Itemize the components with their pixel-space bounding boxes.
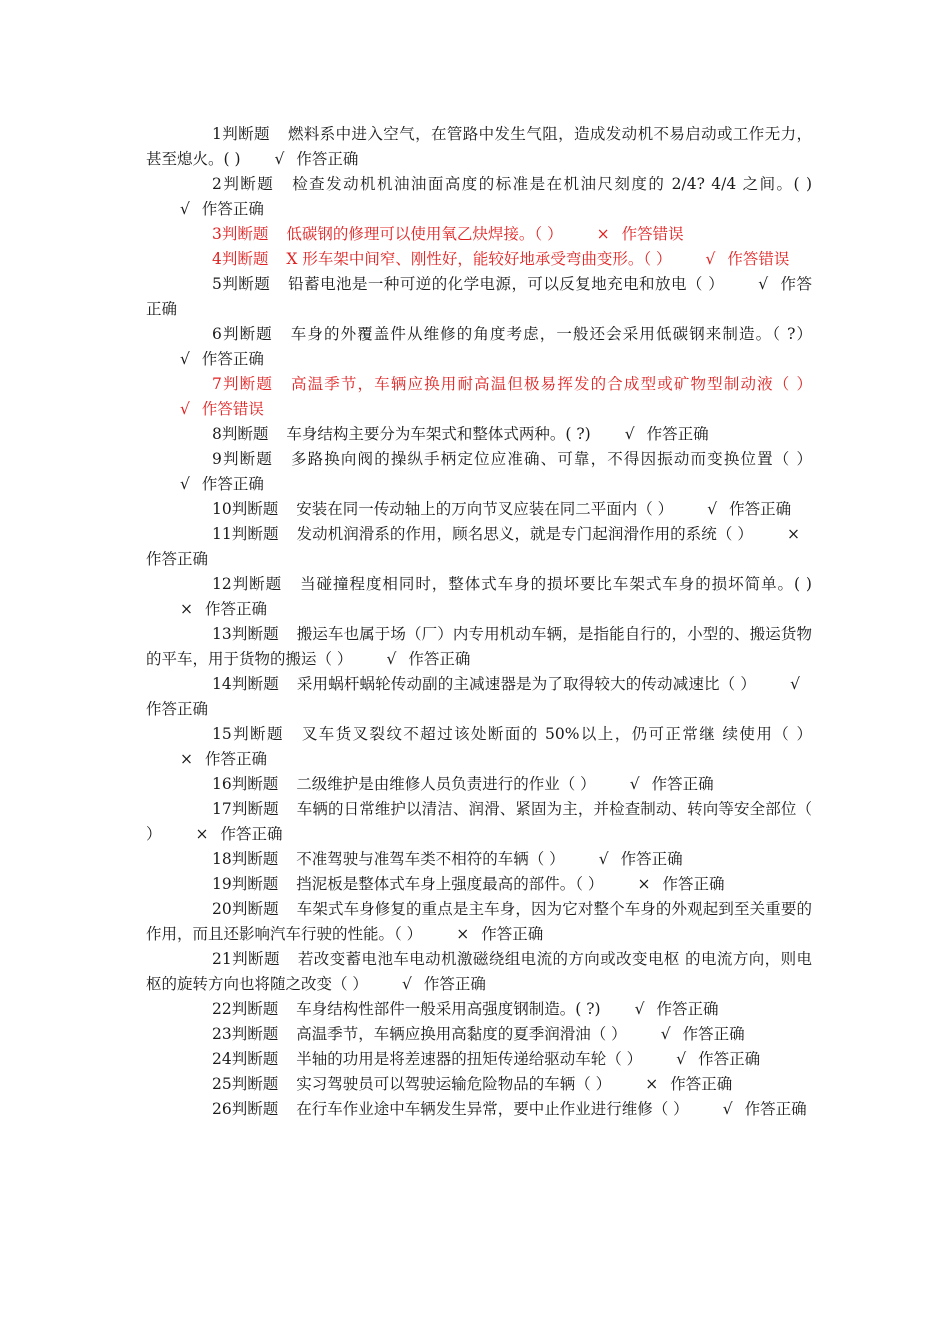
answer-result: 作答错误 (621, 225, 684, 243)
question-type: 判断题 (221, 450, 273, 468)
answer-mark: √ (634, 1000, 645, 1018)
answer-mark: × (787, 525, 800, 543)
question-type: 判断题 (231, 725, 284, 743)
question-item (146, 1022, 812, 1047)
question-item (146, 322, 812, 372)
question-item (146, 1047, 812, 1072)
question-text: 在行车作业途中车辆发生异常，要中止作业进行维修（ ） (296, 1100, 689, 1118)
question-item (146, 497, 812, 522)
answer-mark: √ (676, 1050, 687, 1068)
question-item (146, 372, 812, 422)
question-item (146, 772, 812, 797)
answer-mark: √ (598, 850, 609, 868)
question-item (146, 722, 812, 772)
answer-result: 作答正确 (146, 550, 209, 568)
question-number: 14 (212, 675, 232, 693)
question-text: 检查发动机机油油面高度的标准是在机油尺刻度的 2/4? 4/4 之间。( ) (292, 175, 812, 193)
question-type: 判断题 (231, 1000, 279, 1018)
question-text: 挡泥板是整体式车身上强度最高的部件。（ ） (296, 875, 604, 893)
question-text: 车辆的日常维护以清洁、润滑、紧固为主，并检查制动、转向等安全部位（ ） (146, 800, 812, 843)
answer-mark: √ (386, 650, 397, 668)
question-type: 判断题 (221, 425, 269, 443)
question-number: 16 (212, 775, 232, 793)
answer-mark: √ (274, 150, 285, 168)
question-number: 3 (212, 225, 222, 243)
question-text: 实习驾驶员可以驾驶运输危险物品的车辆（ ） (296, 1075, 612, 1093)
question-text: 若改变蓄电池车电动机激磁绕组电流的方向或改变电枢 的电流方向，则电枢的旋转方向也将随之改变（ ） (146, 950, 812, 993)
answer-mark: × (456, 925, 470, 943)
question-number: 11 (212, 525, 232, 543)
question-number: 21 (212, 950, 232, 968)
question-number: 24 (212, 1050, 232, 1068)
question-item (146, 447, 812, 497)
question-number: 13 (212, 625, 232, 643)
answer-result: 作答正确 (646, 425, 709, 443)
question-type: 判断题 (221, 125, 270, 143)
question-type: 判断题 (231, 675, 279, 693)
answer-result: 作答正确 (201, 350, 264, 368)
answer-result: 作答正确 (423, 975, 486, 993)
question-text: 燃料系中进入空气，在管路中发生气阻，造成发动机不易启动或工作无力，甚至熄火。( ) (146, 125, 812, 168)
question-type: 判断题 (231, 775, 279, 793)
question-item (146, 247, 812, 272)
answer-result: 作答正确 (205, 600, 268, 618)
question-type: 判断题 (231, 1025, 279, 1043)
answer-result: 作答正确 (201, 475, 264, 493)
answer-mark: √ (705, 250, 716, 268)
question-text: 当碰撞程度相同时，整体式车身的损坏要比车架式车身的损坏简单。( ) (300, 575, 812, 593)
question-number: 6 (212, 325, 222, 343)
answer-result: 作答正确 (651, 775, 714, 793)
question-number: 2 (212, 175, 222, 193)
answer-mark: × (180, 600, 193, 618)
question-text: 车身结构主要分为车架式和整体式两种。( ?) (286, 425, 591, 443)
question-text: 车身结构性部件一般采用高强度钢制造。( ?) (296, 1000, 601, 1018)
question-text: 铅蓄电池是一种可逆的化学电源，可以反复地充电和放电（ ） (288, 275, 725, 293)
question-item (146, 847, 812, 872)
question-item (146, 872, 812, 897)
question-text: 车身的外覆盖件从维修的角度考虑，一般还会采用低碳钢来制造。（ ?） (290, 325, 812, 343)
question-number: 23 (212, 1025, 232, 1043)
question-text: X 形车架中间窄、刚性好，能较好地承受弯曲变形。（ ） (286, 250, 672, 268)
question-item (146, 122, 812, 172)
question-number: 17 (212, 800, 232, 818)
question-number: 19 (212, 875, 232, 893)
answer-result: 作答正确 (146, 700, 209, 718)
question-number: 12 (212, 575, 232, 593)
question-item (146, 1097, 812, 1122)
question-text: 高温季节，车辆应换用高黏度的夏季润滑油（ ） (296, 1025, 627, 1043)
answer-mark: √ (180, 400, 190, 418)
question-item (146, 897, 812, 947)
question-number: 10 (212, 500, 232, 518)
question-item (146, 572, 812, 622)
answer-result: 作答正确 (205, 750, 268, 768)
question-item (146, 622, 812, 672)
answer-mark: √ (624, 425, 635, 443)
question-number: 7 (212, 375, 222, 393)
answer-result: 作答正确 (662, 875, 725, 893)
question-type: 判断题 (231, 950, 280, 968)
question-text: 二级维护是由维修人员负责进行的作业（ ） (296, 775, 596, 793)
answer-result: 作答错误 (201, 400, 264, 418)
answer-mark: × (645, 1075, 659, 1093)
question-type: 判断题 (231, 625, 279, 643)
answer-result: 作答正确 (408, 650, 471, 668)
question-number: 9 (212, 450, 222, 468)
answer-mark: × (180, 750, 193, 768)
answer-result: 作答正确 (481, 925, 544, 943)
answer-result: 作答正确 (670, 1075, 733, 1093)
question-type: 判断题 (221, 375, 273, 393)
question-text: 高温季节，车辆应换用耐高温但极易挥发的合成型或矿物型制动液（ ） (290, 375, 812, 393)
question-item (146, 797, 812, 847)
question-type: 判断题 (231, 500, 279, 518)
question-item (146, 947, 812, 997)
question-type: 判断题 (221, 250, 269, 268)
question-type: 判断题 (231, 525, 279, 543)
question-type: 判断题 (221, 325, 273, 343)
answer-result: 作答正确 (620, 850, 683, 868)
question-text: 低碳钢的修理可以使用氧乙炔焊接。（ ） (286, 225, 563, 243)
answer-result: 作答错误 (727, 250, 790, 268)
answer-result: 作答正确 (682, 1025, 745, 1043)
question-text: 叉车货叉裂纹不超过该处断面的 50%以上，仍可正常继 续使用（ ） (301, 725, 812, 743)
question-item (146, 222, 812, 247)
question-type: 判断题 (231, 1100, 279, 1118)
answer-result: 作答正确 (146, 275, 812, 318)
question-text: 车架式车身修复的重点是主车身，因为它对整个车身的外观起到至关重要的作用，而且还影响汽车行驶的性能。（ ） (146, 900, 812, 943)
question-type: 判断题 (231, 900, 279, 918)
question-type: 判断题 (231, 850, 279, 868)
answer-result: 作答正确 (201, 200, 264, 218)
question-text: 不准驾驶与准驾车类不相符的车辆（ ） (296, 850, 565, 868)
question-text: 多路换向阀的操纵手柄定位应准确、可靠，不得因振动而变换位置（ ） (290, 450, 812, 468)
answer-mark: √ (180, 200, 190, 218)
answer-mark: √ (722, 1100, 733, 1118)
answer-mark: √ (180, 475, 190, 493)
answer-mark: √ (401, 975, 412, 993)
question-text: 发动机润滑系的作用，顾名思义，就是专门起润滑作用的系统（ ） (296, 525, 753, 543)
question-number: 8 (212, 425, 222, 443)
question-number: 20 (212, 900, 232, 918)
answer-mark: × (195, 825, 209, 843)
question-number: 5 (212, 275, 222, 293)
answer-mark: √ (758, 275, 769, 293)
question-type: 判断题 (221, 275, 271, 293)
question-item (146, 422, 812, 447)
question-number: 26 (212, 1100, 232, 1118)
answer-result: 作答正确 (296, 150, 359, 168)
answer-result: 作答正确 (744, 1100, 807, 1118)
question-number: 4 (212, 250, 222, 268)
document-page (146, 122, 812, 1122)
question-item (146, 997, 812, 1022)
question-type: 判断题 (231, 875, 279, 893)
answer-mark: √ (629, 775, 640, 793)
answer-result: 作答正确 (698, 1050, 761, 1068)
question-number: 18 (212, 850, 232, 868)
answer-mark: √ (707, 500, 718, 518)
question-text: 采用蜗杆蜗轮传动副的主减速器是为了取得较大的传动减速比（ ） (296, 675, 757, 693)
answer-mark: √ (660, 1025, 671, 1043)
question-text: 搬运车也属于场（厂）内专用机动车辆，是指能自行的，小型的、搬运货物的平车，用于货物的搬运（ ） (146, 625, 812, 668)
answer-mark: √ (790, 675, 800, 693)
question-item (146, 672, 812, 722)
question-type: 判断题 (231, 1075, 279, 1093)
question-type: 判断题 (231, 800, 279, 818)
question-type: 判断题 (231, 575, 283, 593)
question-item (146, 272, 812, 322)
answer-mark: √ (180, 350, 190, 368)
question-text: 安装在同一传动轴上的万向节叉应装在同二平面内（ ） (296, 500, 674, 518)
question-type: 判断题 (221, 175, 275, 193)
question-text: 半轴的功用是将差速器的扭矩传递给驱动车轮（ ） (296, 1050, 643, 1068)
question-number: 25 (212, 1075, 232, 1093)
question-item (146, 1072, 812, 1097)
answer-mark: × (596, 225, 610, 243)
answer-result: 作答正确 (656, 1000, 719, 1018)
question-number: 1 (212, 125, 222, 143)
question-type: 判断题 (231, 1050, 279, 1068)
answer-result: 作答正确 (729, 500, 792, 518)
answer-mark: × (637, 875, 651, 893)
question-item (146, 172, 812, 222)
question-number: 15 (212, 725, 232, 743)
question-item (146, 522, 812, 572)
question-number: 22 (212, 1000, 232, 1018)
answer-result: 作答正确 (220, 825, 283, 843)
question-type: 判断题 (221, 225, 269, 243)
